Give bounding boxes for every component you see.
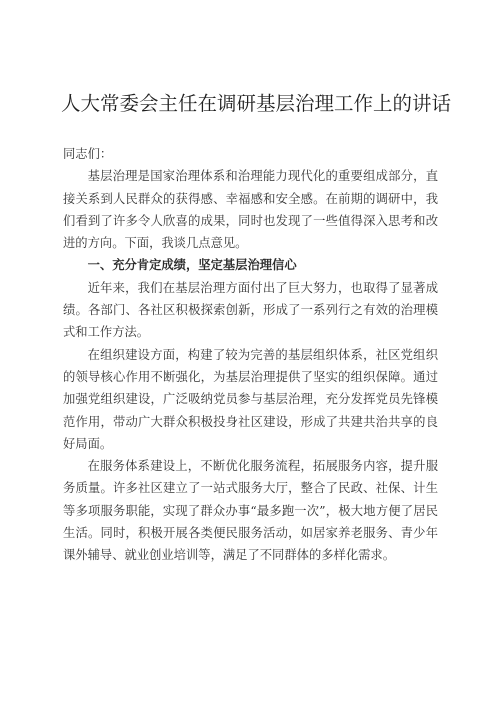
document-title: 人大常委会主任在调研基层治理工作上的讲话 (61, 92, 452, 115)
paragraph-services: 在服务体系建设上，不断优化服务流程，拓展服务内容，提升服务质量。许多社区建立了一站式服务大厅，整合了民政、社保、计生等多项服务职能，实现了群众办事“最多跑一次”，极大地方便了居民生活。同时，积极开展各类便民服务活动，如居家养老服务、青少年课外辅导、就业创业培训等，满足了不同群体的多样化需求。 (63, 459, 438, 563)
paragraph-organization: 在组织建设方面，构建了较为完善的基层组织体系，社区党组织的领导核心作用不断强化，为基层治理提供了坚实的组织保障。通过加强党组织建设，广泛吸纳党员参与基层治理，充分发挥党员先锋模范作用，带动广大群众积极投身社区建设，形成了共建共治共享的良好局面。 (63, 347, 438, 451)
paragraph-achievements: 近年来，我们在基层治理方面付出了巨大努力，也取得了显著成绩。各部门、各社区积极探索创新，形成了一系列行之有效的治理模式和工作方法。 (63, 280, 438, 340)
paragraph-intro: 基层治理是国家治理体系和治理能力现代化的重要组成部分，直接关系到人民群众的获得感、幸福感和安全感。在前期的调研中，我们看到了许多令人欣喜的成果，同时也发现了一些值得深入思考和改进的方向。下面，我谈几点意见。 (63, 169, 438, 251)
salutation: 同志们： (63, 147, 113, 161)
section-heading: 一、充分肯定成绩，坚定基层治理信心 (87, 257, 297, 273)
document-body (63, 143, 438, 567)
